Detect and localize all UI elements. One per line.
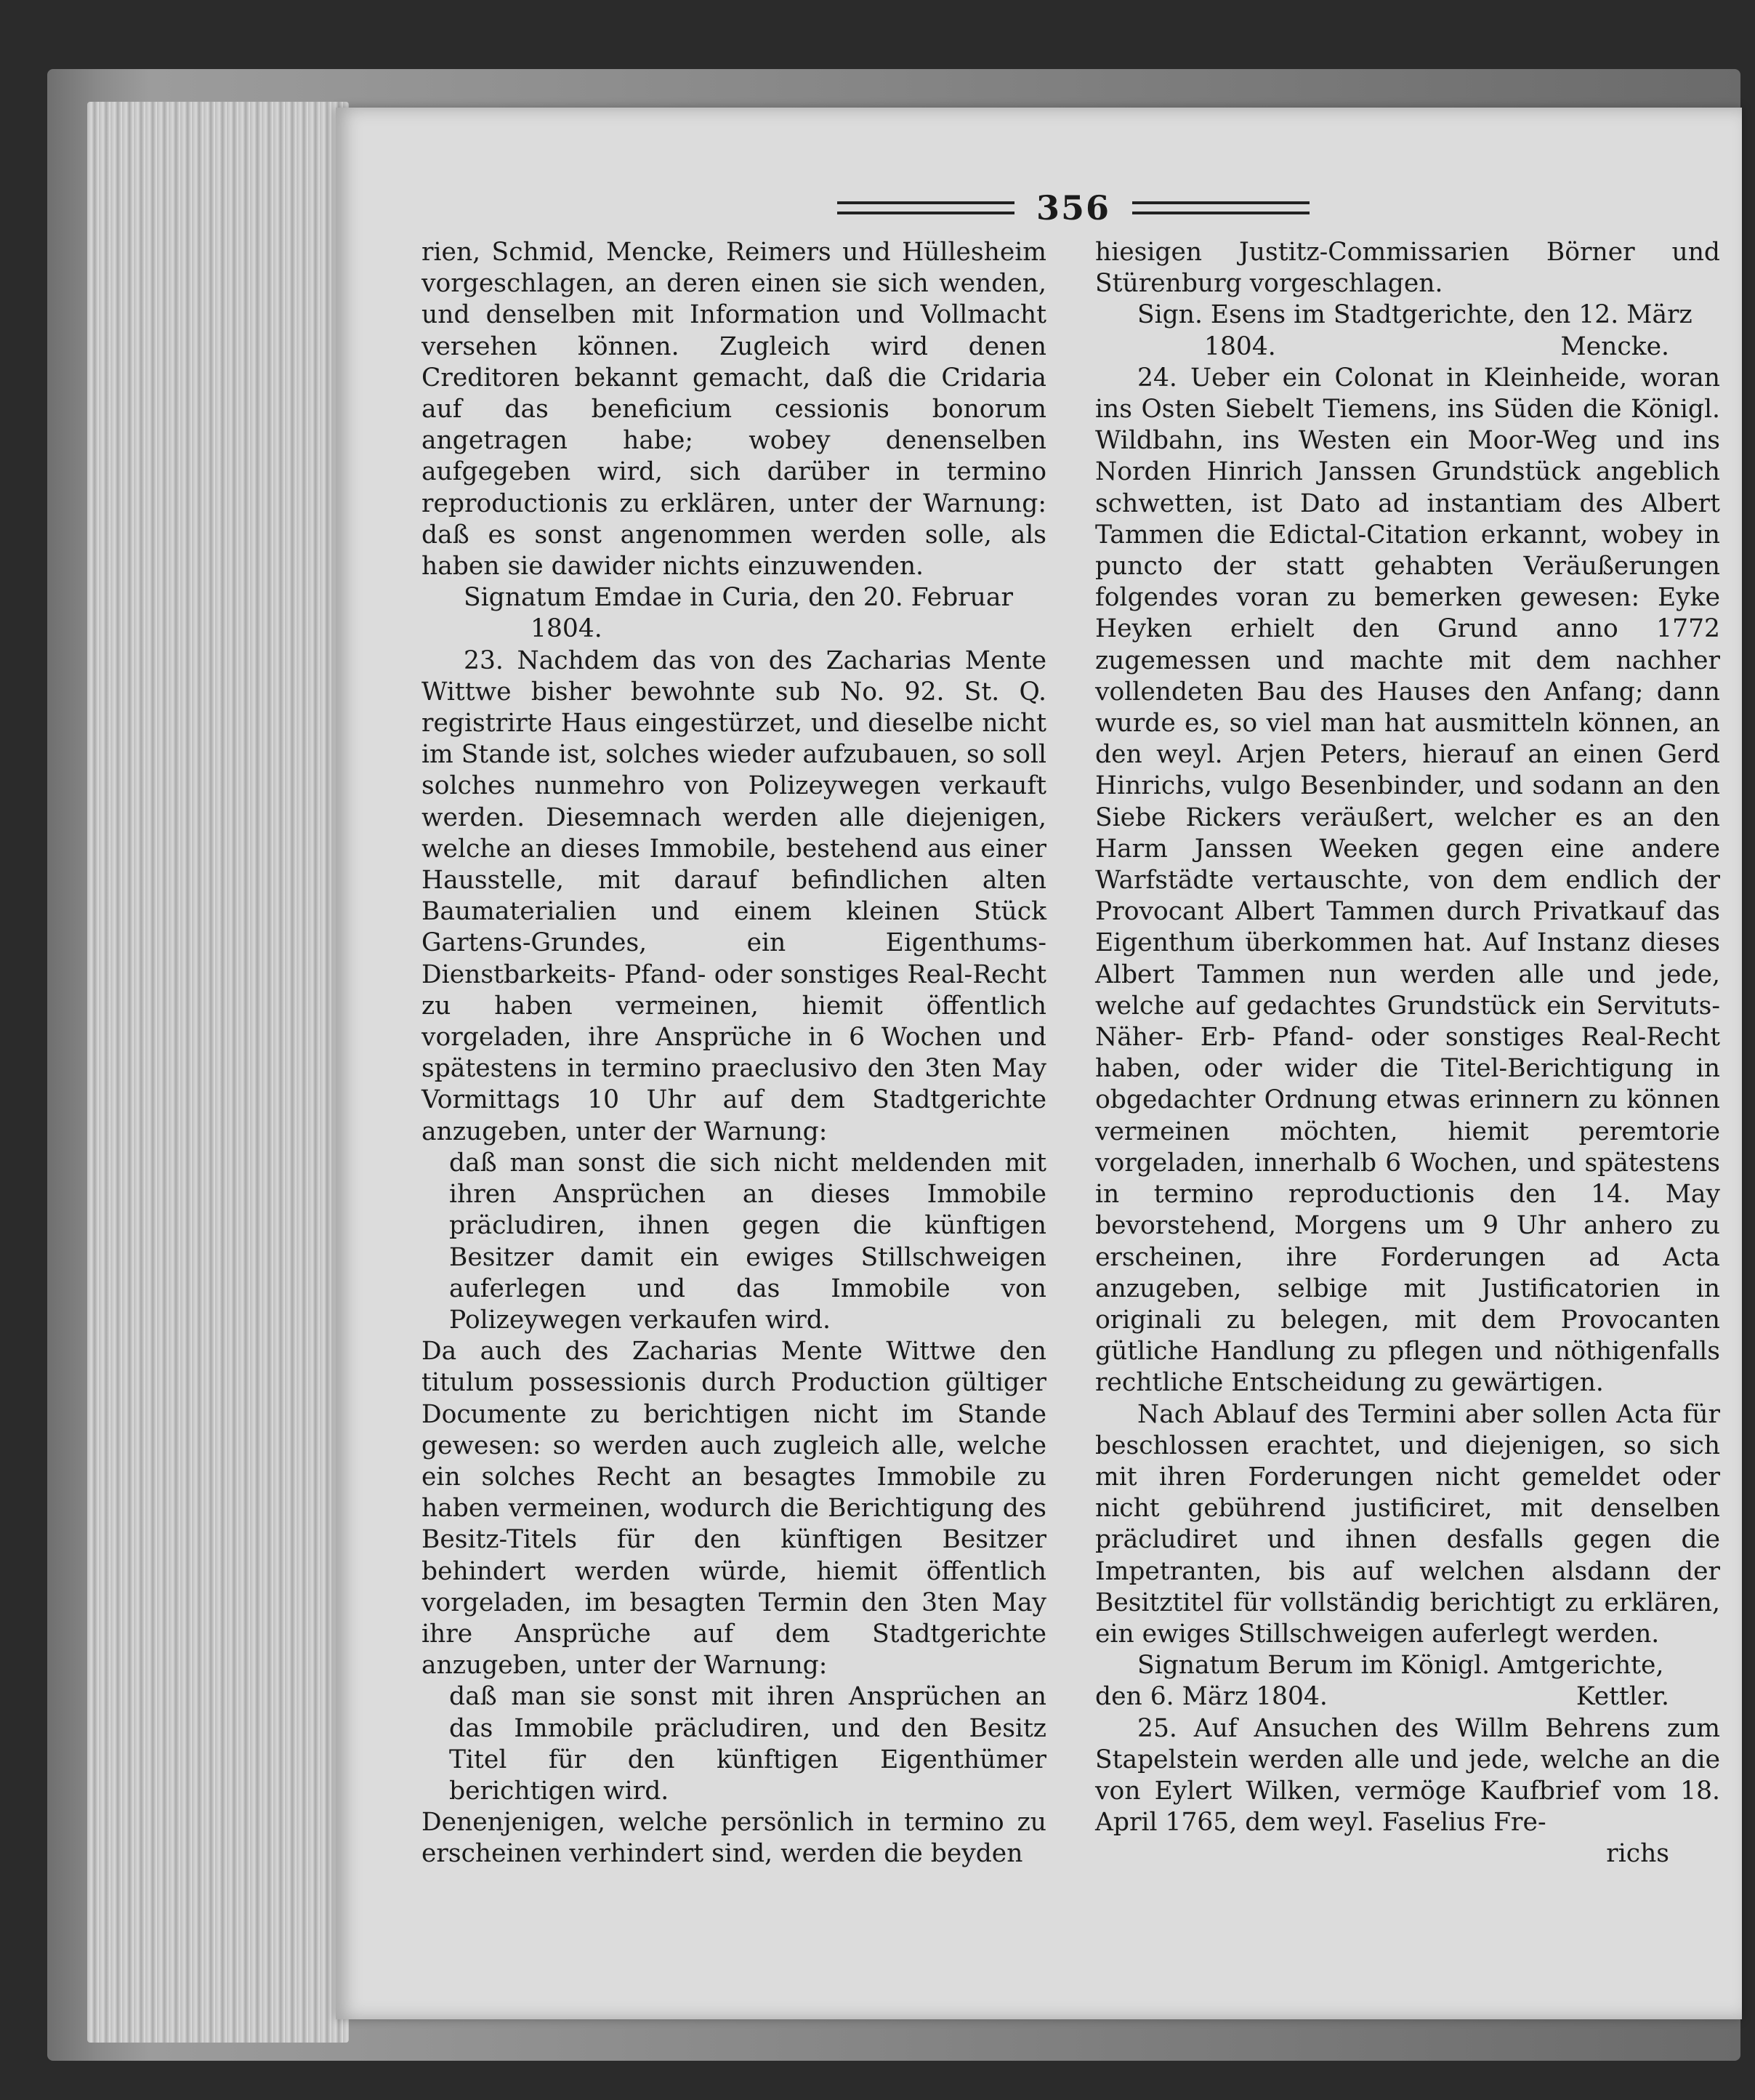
signature-place: Signatum Berum im Königl. Amtgerichte, [1137,1651,1664,1681]
signature-place: Sign. Esens im Stadtgerichte, den 12. März [1137,300,1693,330]
paragraph: rien, Schmid, Mencke, Reimers und Hüllesheim vorgeschlagen, an deren einen sie sich wenden, und denselben mit Information und Vollmacht versehen können. Zugleich wird denen Creditoren bekannt gemacht, daß die Cridaria auf das beneficium cessionis bonorum angetragen habe; wobey denenselben aufgegeben wird, sich darüber in termino reproductionis zu erklären, unter der Warnung: daß es sonst angenommen werden solle, als haben sie dawider nichts einzuwenden. [421,238,1046,582]
header-rule-right [1132,201,1310,214]
signature-place: Signatum Emdae in Curia, den 20. Februar [464,583,1013,613]
right-column [1095,237,1720,1870]
warning-text: daß man sie sonst mit ihren Ansprüchen an das Immobile präcludiren, und den Besitz Titel für den künftigen Eigenthümer berichtigen wird. [449,1682,1046,1806]
signature-year: 1804. [530,614,602,644]
signature-year: 1804. [1204,331,1276,361]
page-edges [87,102,349,2043]
left-column [421,237,1046,1870]
signature-name: Kettler. [1576,1682,1669,1712]
paragraph: Nach Ablauf des Termini aber sollen Acta für beschlossen erachtet, und diejenigen, so sich mit ihren Forderungen nicht gemeldet oder nicht gebührend justificiret, mit denselben präcludiret und ihnen desfalls gegen die Impetranten, bis auf welchen alsdann der Besitztitel für vollständig berichtigt zu erklären, ein ewiges Stillschweigen auferlegt werden. [1095,1399,1720,1649]
catchword: richs [1606,1839,1669,1869]
book-page [336,108,1742,2019]
signature-line [1095,331,1720,363]
paragraph-25: 25. Auf Ansuchen des Willm Behrens zum Stapelstein werden alle und jede, welche an die von Eylert Wilken, vermöge Kaufbrief vom 18. April 1765, dem weyl. Faselius Fre- [1095,1713,1720,1838]
signature-name: Mencke. [1560,331,1669,361]
paragraph: hiesigen Justitz-Commissarien Börner und Stürenburg vorgeschlagen. [1095,238,1720,299]
signature-date: den 6. März 1804. [1095,1682,1328,1712]
warning-text: daß man sonst die sich nicht meldenden mit ihren Ansprüchen an dieses Immobile präcludiren, ihnen gegen die künftigen Besitzer damit ein ewiges Stillschweigen auferlegen und das Immobile von Polizeywegen verkaufen wird. [449,1148,1046,1335]
paragraph: Da auch des Zacharias Mente Wittwe den titulum possessionis durch Production gültiger Documente zu berichtigen nicht im Stande gewesen: so werden auch zugleich alle, welche ein solches Recht an besagtes Immobile zu haben vermeinen, wodurch die Berichtigung des Besitz-Titels für den künftigen Besitzer behindert werden würde, hiemit öffentlich vorgeladen, im besagten Termin den 3ten May ihre Ansprüche auf dem Stadtgerichte anzugeben, unter der Warnung: [421,1337,1046,1681]
signature-line [1095,1681,1720,1713]
paragraph-24: 24. Ueber ein Colonat in Kleinheide, woran ins Osten Siebelt Tiemens, ins Süden die Königl. Wildbahn, ins Westen ein Moor-Weg und ins Norden Hinrich Janssen Grundstück angeblich schwetten, ist Dato ad instantiam des Albert Tammen die Edictal-Citation erkannt, wobey in puncto der statt gehabten Veräußerungen folgendes voran zu bemerken gewesen: Eyke Heyken erhielt den Grund anno 1772 zugemessen und machte mit dem nachher vollendeten Bau des Hauses den Anfang; dann wurde es, so viel man hat ausmitteln können, an den weyl. Arjen Peters, hierauf an einen Gerd Hinrichs, vulgo Besenbinder, und sodann an den Siebe Rickers veräußert, welcher es an den Harm Janssen Weeken gegen eine andere Warfstädte vertauschte, von dem endlich der Provocant Albert Tammen durch Privatkauf das Eigenthum überkommen hat. Auf Instanz dieses Albert Tammen nun werden alle und jede, welche auf gedachtes Grundstück ein Servituts- Näher- Erb- Pfand- oder sonstiges Real-Recht haben, oder wider die Titel-Berichtigung in obgedachter Ordnung etwas erinnern zu können vermeinen möchten, hiemit peremtorie vorgeladen, innerhalb 6 Wochen, und spätestens in termino reproductionis den 14. May bevorstehend, Morgens um 9 Uhr anhero zu erscheinen, ihre Forderungen ad Acta anzugeben, selbige mit Justificatorien in originali zu belegen, mit dem Provocanten gütliche Handlung zu pflegen und nöthigenfalls rechtliche Entscheidung zu gewärtigen. [1095,363,1720,1398]
page-number: 356 [1036,188,1111,228]
page-header [837,186,1310,230]
header-rule-left [837,201,1014,214]
paragraph: Denenjenigen, welche persönlich in termino zu erscheinen verhindert sind, werden die beyden [421,1808,1046,1869]
paragraph-23: 23. Nachdem das von des Zacharias Mente Wittwe bisher bewohnte sub No. 92. St. Q. registrirte Haus eingestürzet, und dieselbe nicht im Stande ist, solches wieder aufzubauen, so soll solches nunmehro von Polizeywegen verkauft werden. Diesemnach werden alle diejenigen, welche an dieses Immobile, bestehend aus einer Hausstelle, mit darauf befindlichen alten Baumaterialien und einem kleinen Stück Gartens-Grundes, ein Eigenthums- Dienstbarkeits- Pfand- oder sonstiges Real-Recht zu haben vermeinen, hiemit öffentlich vorgeladen, ihre Ansprüche in 6 Wochen und spätestens in termino praeclusivo den 3ten May Vormittags 10 Uhr auf dem Stadtgerichte anzugeben, unter der Warnung: [421,645,1046,1146]
